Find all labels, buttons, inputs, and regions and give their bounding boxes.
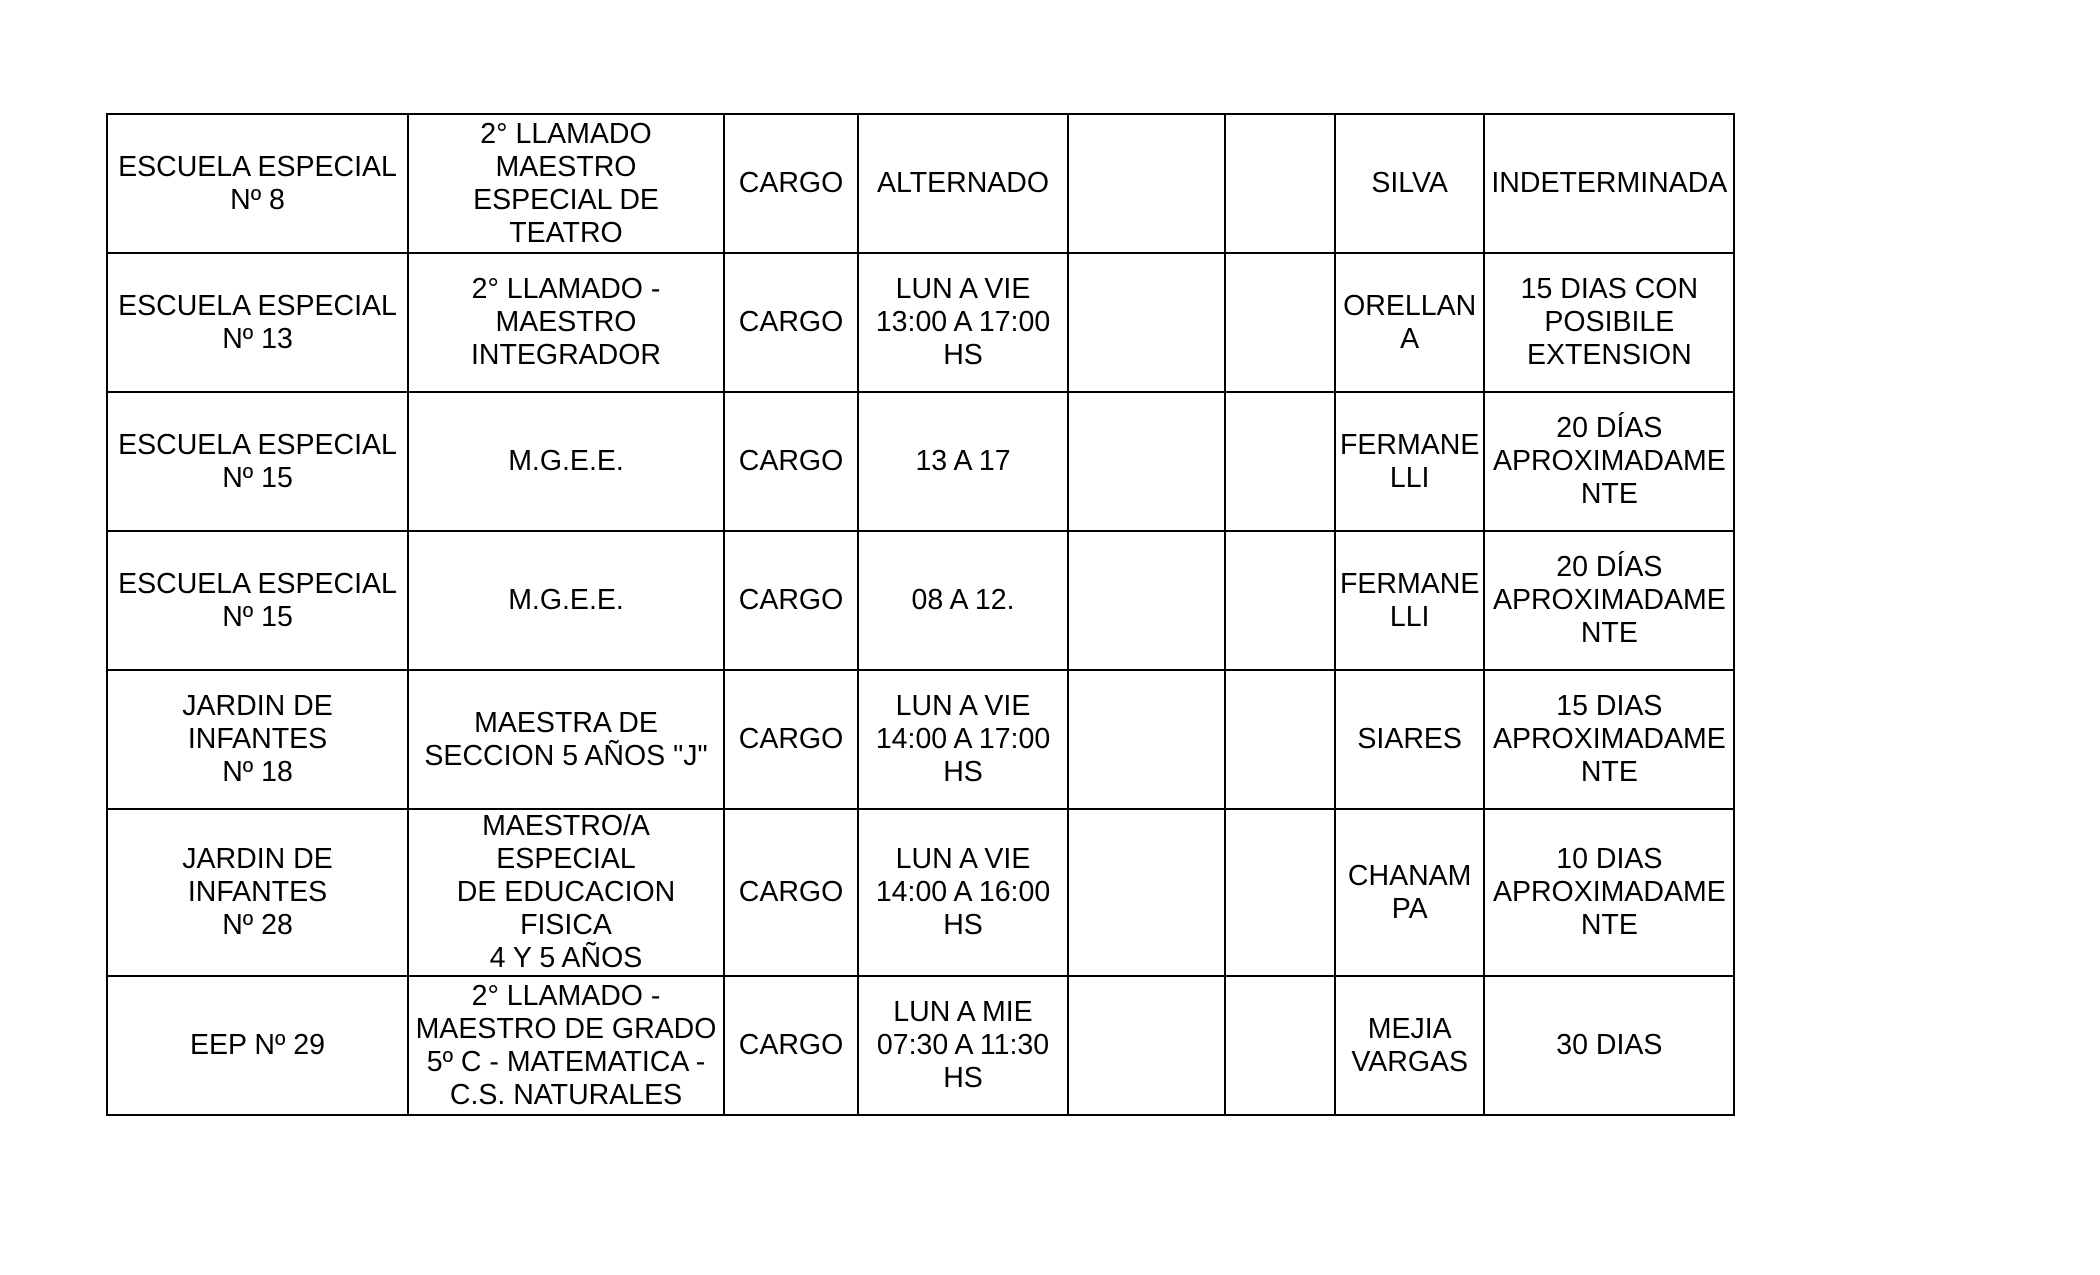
- type-cell: CARGO: [724, 392, 858, 531]
- positions-table: [106, 113, 1735, 1116]
- type-cell: CARGO: [724, 531, 858, 670]
- position-cell: MAESTRO/A ESPECIAL DE EDUCACION FISICA 4 Y 5 AÑOS: [408, 809, 724, 976]
- school-cell: EEP Nº 29: [107, 976, 408, 1115]
- school-cell: JARDIN DE INFANTES Nº 28: [107, 809, 408, 976]
- school-cell: ESCUELA ESPECIAL Nº 15: [107, 531, 408, 670]
- position-cell: 2° LLAMADO - MAESTRO DE GRADO 5º C - MATEMATICA - C.S. NATURALES: [408, 976, 724, 1115]
- position-cell: MAESTRA DE SECCION 5 AÑOS "J": [408, 670, 724, 809]
- position-cell: M.G.E.E.: [408, 392, 724, 531]
- school-cell: ESCUELA ESPECIAL Nº 15: [107, 392, 408, 531]
- school-cell: ESCUELA ESPECIAL Nº 8: [107, 114, 408, 253]
- name-cell: SIARES: [1335, 670, 1484, 809]
- duration-cell: 20 DÍAS APROXIMADAME NTE: [1484, 392, 1734, 531]
- schedule-cell: ALTERNADO: [858, 114, 1068, 253]
- name-cell: FERMANE LLI: [1335, 392, 1484, 531]
- empty-cell: [1225, 670, 1335, 809]
- empty-cell: [1225, 114, 1335, 253]
- name-cell: MEJIA VARGAS: [1335, 976, 1484, 1115]
- school-cell: JARDIN DE INFANTES Nº 18: [107, 670, 408, 809]
- duration-cell: 15 DIAS APROXIMADAME NTE: [1484, 670, 1734, 809]
- empty-cell: [1225, 392, 1335, 531]
- schedule-cell: 08 A 12.: [858, 531, 1068, 670]
- duration-cell: 30 DIAS: [1484, 976, 1734, 1115]
- type-cell: CARGO: [724, 253, 858, 392]
- name-cell: FERMANE LLI: [1335, 531, 1484, 670]
- empty-cell: [1225, 976, 1335, 1115]
- schedule-cell: LUN A VIE 13:00 A 17:00 HS: [858, 253, 1068, 392]
- empty-cell: [1068, 253, 1225, 392]
- empty-cell: [1225, 531, 1335, 670]
- position-cell: 2° LLAMADO MAESTRO ESPECIAL DE TEATRO: [408, 114, 724, 253]
- table-row: [107, 253, 1734, 392]
- empty-cell: [1068, 809, 1225, 976]
- empty-cell: [1225, 809, 1335, 976]
- duration-cell: 15 DIAS CON POSIBILE EXTENSION: [1484, 253, 1734, 392]
- empty-cell: [1225, 253, 1335, 392]
- schedule-cell: 13 A 17: [858, 392, 1068, 531]
- name-cell: CHANAM PA: [1335, 809, 1484, 976]
- name-cell: SILVA: [1335, 114, 1484, 253]
- position-cell: 2° LLAMADO - MAESTRO INTEGRADOR: [408, 253, 724, 392]
- table-row: [107, 392, 1734, 531]
- empty-cell: [1068, 114, 1225, 253]
- schedule-cell: LUN A VIE 14:00 A 17:00 HS: [858, 670, 1068, 809]
- empty-cell: [1068, 392, 1225, 531]
- type-cell: CARGO: [724, 976, 858, 1115]
- type-cell: CARGO: [724, 670, 858, 809]
- duration-cell: INDETERMINADA: [1484, 114, 1734, 253]
- type-cell: CARGO: [724, 809, 858, 976]
- empty-cell: [1068, 531, 1225, 670]
- empty-cell: [1068, 976, 1225, 1115]
- table-row: [107, 531, 1734, 670]
- table-row: [107, 809, 1734, 976]
- table-body: [107, 114, 1734, 1115]
- duration-cell: 20 DÍAS APROXIMADAME NTE: [1484, 531, 1734, 670]
- table-row: [107, 670, 1734, 809]
- school-cell: ESCUELA ESPECIAL Nº 13: [107, 253, 408, 392]
- table-row: [107, 114, 1734, 253]
- duration-cell: 10 DIAS APROXIMADAME NTE: [1484, 809, 1734, 976]
- table-row: [107, 976, 1734, 1115]
- type-cell: CARGO: [724, 114, 858, 253]
- schedule-cell: LUN A MIE 07:30 A 11:30 HS: [858, 976, 1068, 1115]
- schedule-cell: LUN A VIE 14:00 A 16:00 HS: [858, 809, 1068, 976]
- name-cell: ORELLAN A: [1335, 253, 1484, 392]
- position-cell: M.G.E.E.: [408, 531, 724, 670]
- empty-cell: [1068, 670, 1225, 809]
